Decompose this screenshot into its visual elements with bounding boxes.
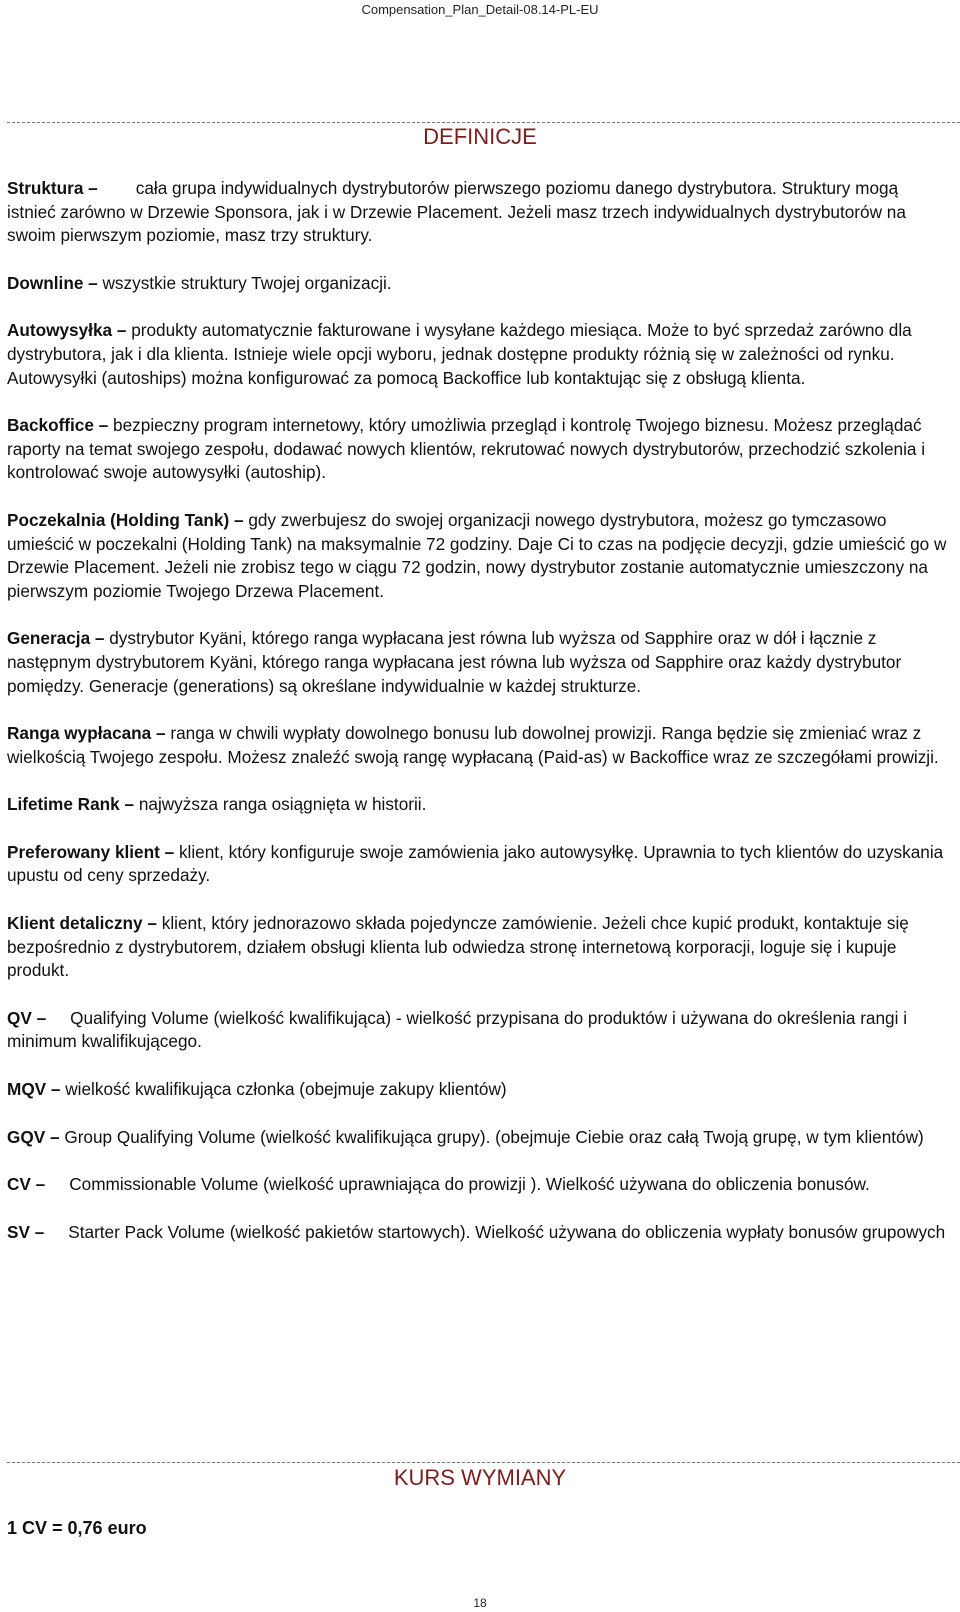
section-divider <box>7 122 960 123</box>
definition-gqv <box>7 1126 947 1150</box>
page-number: 18 <box>473 1596 487 1610</box>
definition-term: Struktura – <box>7 178 98 198</box>
definition-cv <box>7 1173 947 1197</box>
definition-text: ranga w chwili wypłaty dowolnego bonusu lub dowolnej prowizji. Ranga będzie się zmieniać wraz z wielkością Twojego zespołu. Możesz znaleźć swoją rangę wypłacaną (Paid-as) w Backoffice wraz ze szczegółami prowizji. <box>7 723 939 767</box>
definition-term: Autowysyłka – <box>7 320 127 341</box>
definition-term: Generacja – <box>7 628 105 649</box>
definition-text: wielkość kwalifikująca członka (obejmuje zakupy klientów) <box>65 1079 507 1100</box>
definition-qv <box>7 1007 947 1054</box>
definition-term: Backoffice – <box>7 415 109 436</box>
definition-mqv <box>7 1078 947 1102</box>
exchange-rate-value: 1 CV = 0,76 euro <box>7 1518 147 1538</box>
definition-lifetime-rank <box>7 793 947 817</box>
document-header: Compensation_Plan_Detail-08.14-PL-EU <box>361 2 599 17</box>
definition-generacja <box>7 627 947 698</box>
definition-preferowany-klient <box>7 841 947 888</box>
definition-poczekalnia <box>7 509 947 603</box>
definition-text: wszystkie struktury Twojej organizacji. <box>102 272 392 293</box>
section-divider <box>7 1462 960 1463</box>
exchange-rate-title: KURS WYMIANY <box>393 1465 567 1490</box>
definition-backoffice <box>7 414 947 485</box>
definition-autowysylka <box>7 319 947 390</box>
definition-text: bezpieczny program internetowy, który umożliwia przegląd i kontrolę Twojego biznesu. Możesz przeglądać raporty na temat swojego zespołu, dodawać nowych klientów, rekrutować nowych dystrybutorów, przechodzić szkolenia i kontrolować swoje autowysyłki (autoship). <box>7 415 926 483</box>
definition-text: klient, który jednorazowo składa pojedyncze zamówienie. Jeżeli chce kupić produkt, kontaktuje się bezpośrednio z dystrybutorem, działem obsługi klienta lub odwiedza stronę internetową korporacji, loguje się i kupuje produkt. <box>7 913 909 981</box>
definition-text: Qualifying Volume (wielkość kwalifikująca) - wielkość przypisana do produktów i używana do określenia rangi i minimum kwalifikującego. <box>7 1007 908 1052</box>
definition-text: Starter Pack Volume (wielkość pakietów startowych). Wielkość używana do obliczenia wypłaty bonusów grupowych <box>68 1221 946 1242</box>
definition-text: Commissionable Volume (wielkość uprawniająca do prowizji ). Wielkość używana do obliczenia bonusów. <box>69 1174 870 1195</box>
definition-term: Preferowany klient – <box>7 841 175 862</box>
definition-downline <box>7 272 947 296</box>
definition-term: MQV – <box>7 1079 61 1100</box>
definition-term: Klient detaliczny – <box>7 913 157 934</box>
definitions-title: DEFINICJE <box>423 124 537 149</box>
definition-term: QV – <box>7 1007 47 1028</box>
definition-text: klient, który konfiguruje swoje zamówienia jako autowysyłkę. Uprawnia to tych klientów do uzyskania upustu od ceny sprzedaży. <box>7 841 944 886</box>
definition-term: Downline – <box>7 272 98 293</box>
definition-term: GQV – <box>7 1126 60 1147</box>
definition-text: dystrybutor Kyäni, którego ranga wypłacana jest równa lub wyższa od Sapphire oraz w dół i łącznie z następnym dystrybutorem Kyäni, którego ranga wypłacana jest równa lub wyższa od Sapphire oraz każdy dystrybutor pomiędzy. Generacje (generations) są określane indywidualnie w każdej strukturze. <box>7 628 902 696</box>
definition-term: Lifetime Rank – <box>7 794 135 815</box>
definition-term: SV – <box>7 1221 45 1242</box>
definition-term: Poczekalnia (Holding Tank) – <box>7 509 244 530</box>
definition-text: gdy zwerbujesz do swojej organizacji nowego dystrybutora, możesz go tymczasowo umieścić w poczekalni (Holding Tank) na maksymalnie 72 godziny. Daje Ci to czas na podjęcie decyzji, gdzie umieścić go w Drzewie Placement. Jeżeli nie zrobisz tego w ciągu 72 godzin, nowy dystrybutor zostanie automatycznie umieszczony na pierwszym poziomie Twojego Drzewa Placement. <box>7 509 947 601</box>
definition-text: cała grupa indywidualnych dystrybutorów pierwszego poziomu danego dystrybutora. Struktury mogą istnieć zarówno w Drzewie Sponsora, jak i w Drzewie Placement. Jeżeli masz trzech indywidualnych dystrybutorów na swoim pierwszym poziomie, masz trzy struktury. <box>7 178 906 246</box>
definition-sv <box>7 1221 947 1245</box>
definitions-list <box>7 177 947 1268</box>
definition-klient-detaliczny <box>7 912 947 983</box>
definition-struktura <box>7 177 947 248</box>
definition-term: Ranga wypłacana – <box>7 723 166 744</box>
definition-text: najwyższa ranga osiągnięta w historii. <box>138 794 427 815</box>
definition-term: CV – <box>7 1174 46 1195</box>
definition-text: Group Qualifying Volume (wielkość kwalifikująca grupy). (obejmuje Ciebie oraz całą Twoją grupę, w tym klientów) <box>64 1126 924 1147</box>
definition-ranga-wyplacana <box>7 722 947 769</box>
definition-text: produkty automatycznie fakturowane i wysyłane każdego miesiąca. Może to być sprzedaż zarówno dla dystrybutora, jak i dla klienta. Istnieje wiele opcji wyboru, jednak dostępne produkty różnią się w zależności od rynku. Autowysyłki (autoships) można konfigurować za pomocą Backoffice lub kontaktując się z obsługą klienta. <box>7 320 912 388</box>
